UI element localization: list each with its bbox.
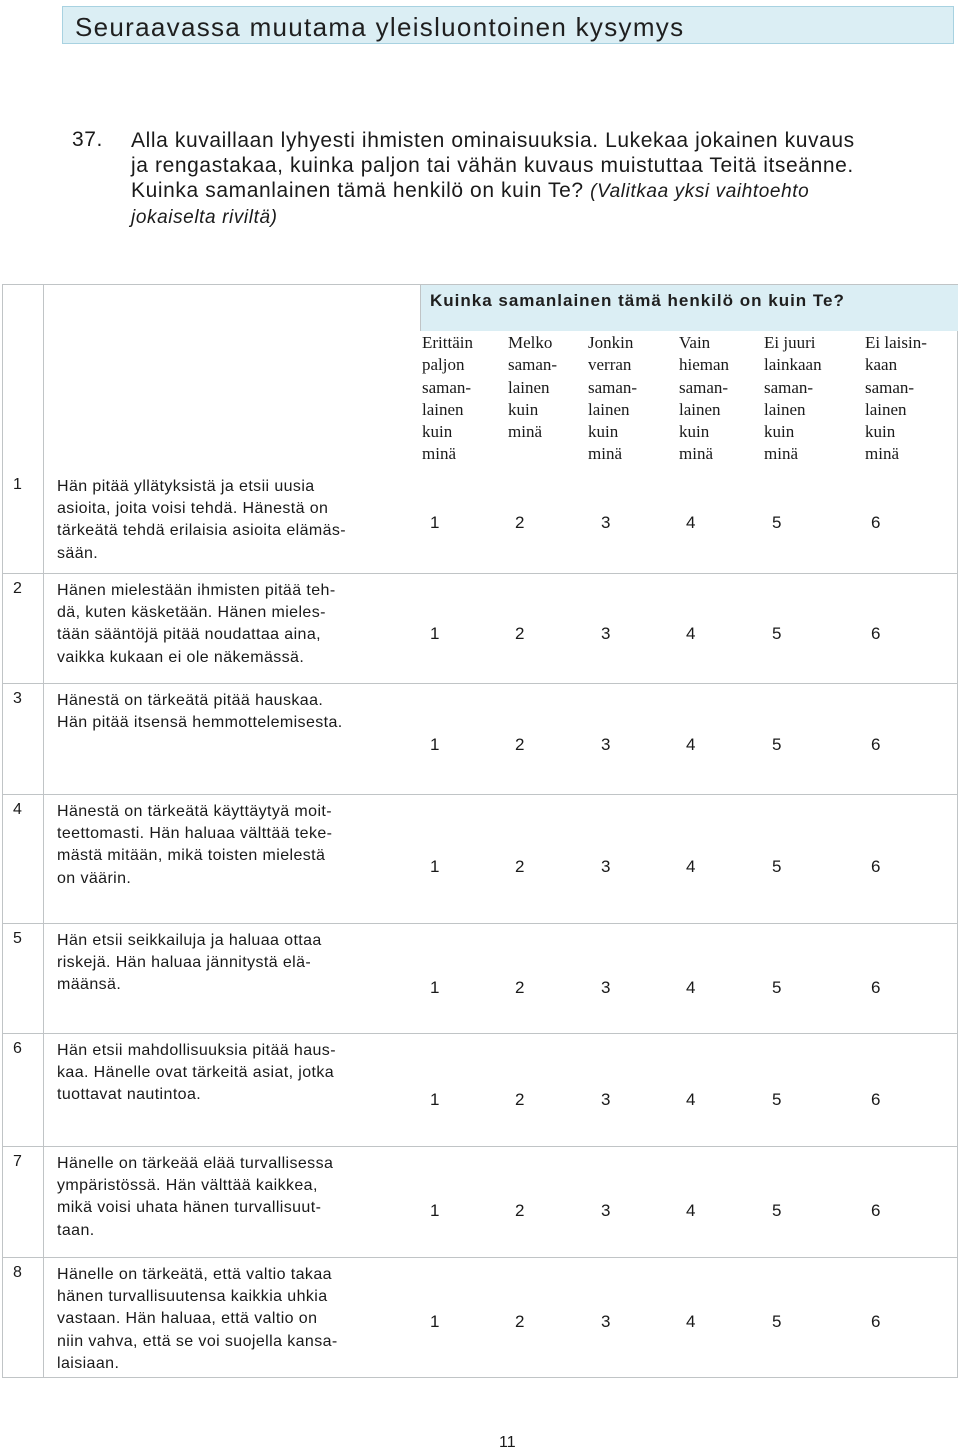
- row-number: 4: [13, 801, 22, 818]
- rating-option-5[interactable]: 5: [772, 624, 782, 643]
- row-description: Hänestä on tärkeätä pitää hauskaa. Hän pitää itsensä hemmottelemisesta.: [57, 692, 343, 732]
- rating-option-4[interactable]: 4: [686, 857, 696, 876]
- rating-option-5[interactable]: 5: [772, 735, 782, 754]
- row-divider: [3, 1033, 957, 1034]
- rating-option-1[interactable]: 1: [430, 857, 440, 876]
- rating-option-1[interactable]: 1: [430, 735, 440, 754]
- rating-option-4[interactable]: 4: [686, 978, 696, 997]
- rating-option-3[interactable]: 3: [601, 978, 611, 997]
- rating-option-3[interactable]: 3: [601, 1312, 611, 1331]
- column-divider: [43, 285, 44, 1377]
- row-divider: [3, 573, 957, 574]
- rating-table: [2, 284, 958, 1378]
- rating-option-3[interactable]: 3: [601, 513, 611, 532]
- row-number: 2: [13, 580, 22, 597]
- rating-option-3[interactable]: 3: [601, 1201, 611, 1220]
- rating-option-2[interactable]: 2: [515, 1090, 525, 1109]
- row-divider: [3, 1257, 957, 1258]
- rating-option-5[interactable]: 5: [772, 857, 782, 876]
- section-title: Seuraavassa muutama yleisluontoinen kysymys: [75, 12, 685, 42]
- rating-option-5[interactable]: 5: [772, 1201, 782, 1220]
- row-description: Hänen mielestään ihmisten pitää teh- dä, kuten käsketään. Hänen mieles- tään sääntöjä pitää noudattaa aina, vaikka kukaan ei ole näkemässä.: [57, 582, 336, 666]
- scale-header: [420, 285, 958, 331]
- question-instruction: (Valitkaa yksi vaihtoehto jokaiselta riviltä): [131, 181, 810, 228]
- row-number: 8: [13, 1264, 22, 1281]
- rating-option-6[interactable]: 6: [871, 978, 881, 997]
- rating-option-4[interactable]: 4: [686, 735, 696, 754]
- rating-option-2[interactable]: 2: [515, 513, 525, 532]
- rating-option-3[interactable]: 3: [601, 735, 611, 754]
- rating-option-4[interactable]: 4: [686, 513, 696, 532]
- rating-option-6[interactable]: 6: [871, 1201, 881, 1220]
- rating-option-2[interactable]: 2: [515, 978, 525, 997]
- column-label-1: Erittäin paljon saman- lainen kuin minä: [422, 333, 473, 464]
- rating-option-5[interactable]: 5: [772, 513, 782, 532]
- rating-option-3[interactable]: 3: [601, 857, 611, 876]
- rating-option-4[interactable]: 4: [686, 1312, 696, 1331]
- column-label-4: Vain hieman saman- lainen kuin minä: [679, 333, 730, 464]
- column-label-5: Ei juuri lainkaan saman- lainen kuin minä: [764, 333, 822, 464]
- rating-option-6[interactable]: 6: [871, 513, 881, 532]
- rating-option-6[interactable]: 6: [871, 624, 881, 643]
- section-header: [62, 6, 954, 44]
- rating-option-1[interactable]: 1: [430, 513, 440, 532]
- row-description: Hän etsii mahdollisuuksia pitää haus- kaa. Hänelle ovat tärkeitä asiat, jotka tuottavat nautintoa.: [57, 1042, 336, 1104]
- question-text: [131, 128, 871, 230]
- rating-option-1[interactable]: 1: [430, 1090, 440, 1109]
- rating-option-2[interactable]: 2: [515, 1312, 525, 1331]
- row-description: Hänelle on tärkeätä, että valtio takaa hänen turvallisuutensa kaikkia uhkia vastaan. Hän haluaa, että valtio on niin vahva, että se voi suojella kansa- laisiaan.: [57, 1266, 338, 1372]
- rating-option-4[interactable]: 4: [686, 624, 696, 643]
- question-body: Alla kuvaillaan lyhyesti ihmisten ominaisuuksia. Lukekaa jokainen kuvaus ja rengastakaa, kuinka paljon tai vähän kuvaus muistuttaa Teitä itseänne. Kuinka samanlainen tämä henkilö on kuin Te?: [131, 129, 855, 202]
- row-divider: [3, 794, 957, 795]
- rating-option-4[interactable]: 4: [686, 1201, 696, 1220]
- row-description: Hän pitää yllätyksistä ja etsii uusia asioita, joita voisi tehdä. Hänestä on tärkeätä tehdä erilaisia asioita elämäs- sään.: [57, 478, 347, 562]
- rating-option-5[interactable]: 5: [772, 1312, 782, 1331]
- rating-option-1[interactable]: 1: [430, 1201, 440, 1220]
- rating-option-1[interactable]: 1: [430, 624, 440, 643]
- rating-option-6[interactable]: 6: [871, 1312, 881, 1331]
- rating-option-6[interactable]: 6: [871, 735, 881, 754]
- column-label-2: Melko saman- lainen kuin minä: [508, 333, 558, 442]
- row-description: Hänestä on tärkeätä käyttäytyä moit- teettomasti. Hän haluaa välttää teke- mästä mitään, mikä toisten mielestä on väärin.: [57, 803, 333, 887]
- row-divider: [3, 683, 957, 684]
- rating-option-3[interactable]: 3: [601, 1090, 611, 1109]
- rating-option-1[interactable]: 1: [430, 978, 440, 997]
- row-number: 5: [13, 930, 22, 947]
- rating-option-5[interactable]: 5: [772, 1090, 782, 1109]
- rating-option-6[interactable]: 6: [871, 1090, 881, 1109]
- rating-option-2[interactable]: 2: [515, 735, 525, 754]
- row-number: 6: [13, 1040, 22, 1057]
- question-number: 37.: [72, 128, 103, 151]
- row-number: 3: [13, 690, 22, 707]
- rating-option-5[interactable]: 5: [772, 978, 782, 997]
- rating-option-4[interactable]: 4: [686, 1090, 696, 1109]
- column-label-3: Jonkin verran saman- lainen kuin minä: [588, 333, 638, 464]
- row-description: Hänelle on tärkeää elää turvallisessa ympäristössä. Hän välttää kaikkea, mikä voisi uhata hänen turvallisuut- taan.: [57, 1155, 334, 1239]
- rating-option-2[interactable]: 2: [515, 624, 525, 643]
- rating-option-2[interactable]: 2: [515, 1201, 525, 1220]
- rating-option-3[interactable]: 3: [601, 624, 611, 643]
- page-number: 11: [499, 1434, 516, 1451]
- row-number: 1: [13, 476, 22, 493]
- row-number: 7: [13, 1153, 22, 1170]
- rating-option-2[interactable]: 2: [515, 857, 525, 876]
- row-divider: [3, 1146, 957, 1147]
- row-divider: [3, 923, 957, 924]
- row-description: Hän etsii seikkailuja ja haluaa ottaa riskejä. Hän haluaa jännitystä elä- määnsä.: [57, 932, 322, 994]
- scale-header-label: Kuinka samanlainen tämä henkilö on kuin Te?: [430, 291, 845, 310]
- column-label-6: Ei laisin- kaan saman- lainen kuin minä: [865, 333, 927, 464]
- rating-option-1[interactable]: 1: [430, 1312, 440, 1331]
- rating-option-6[interactable]: 6: [871, 857, 881, 876]
